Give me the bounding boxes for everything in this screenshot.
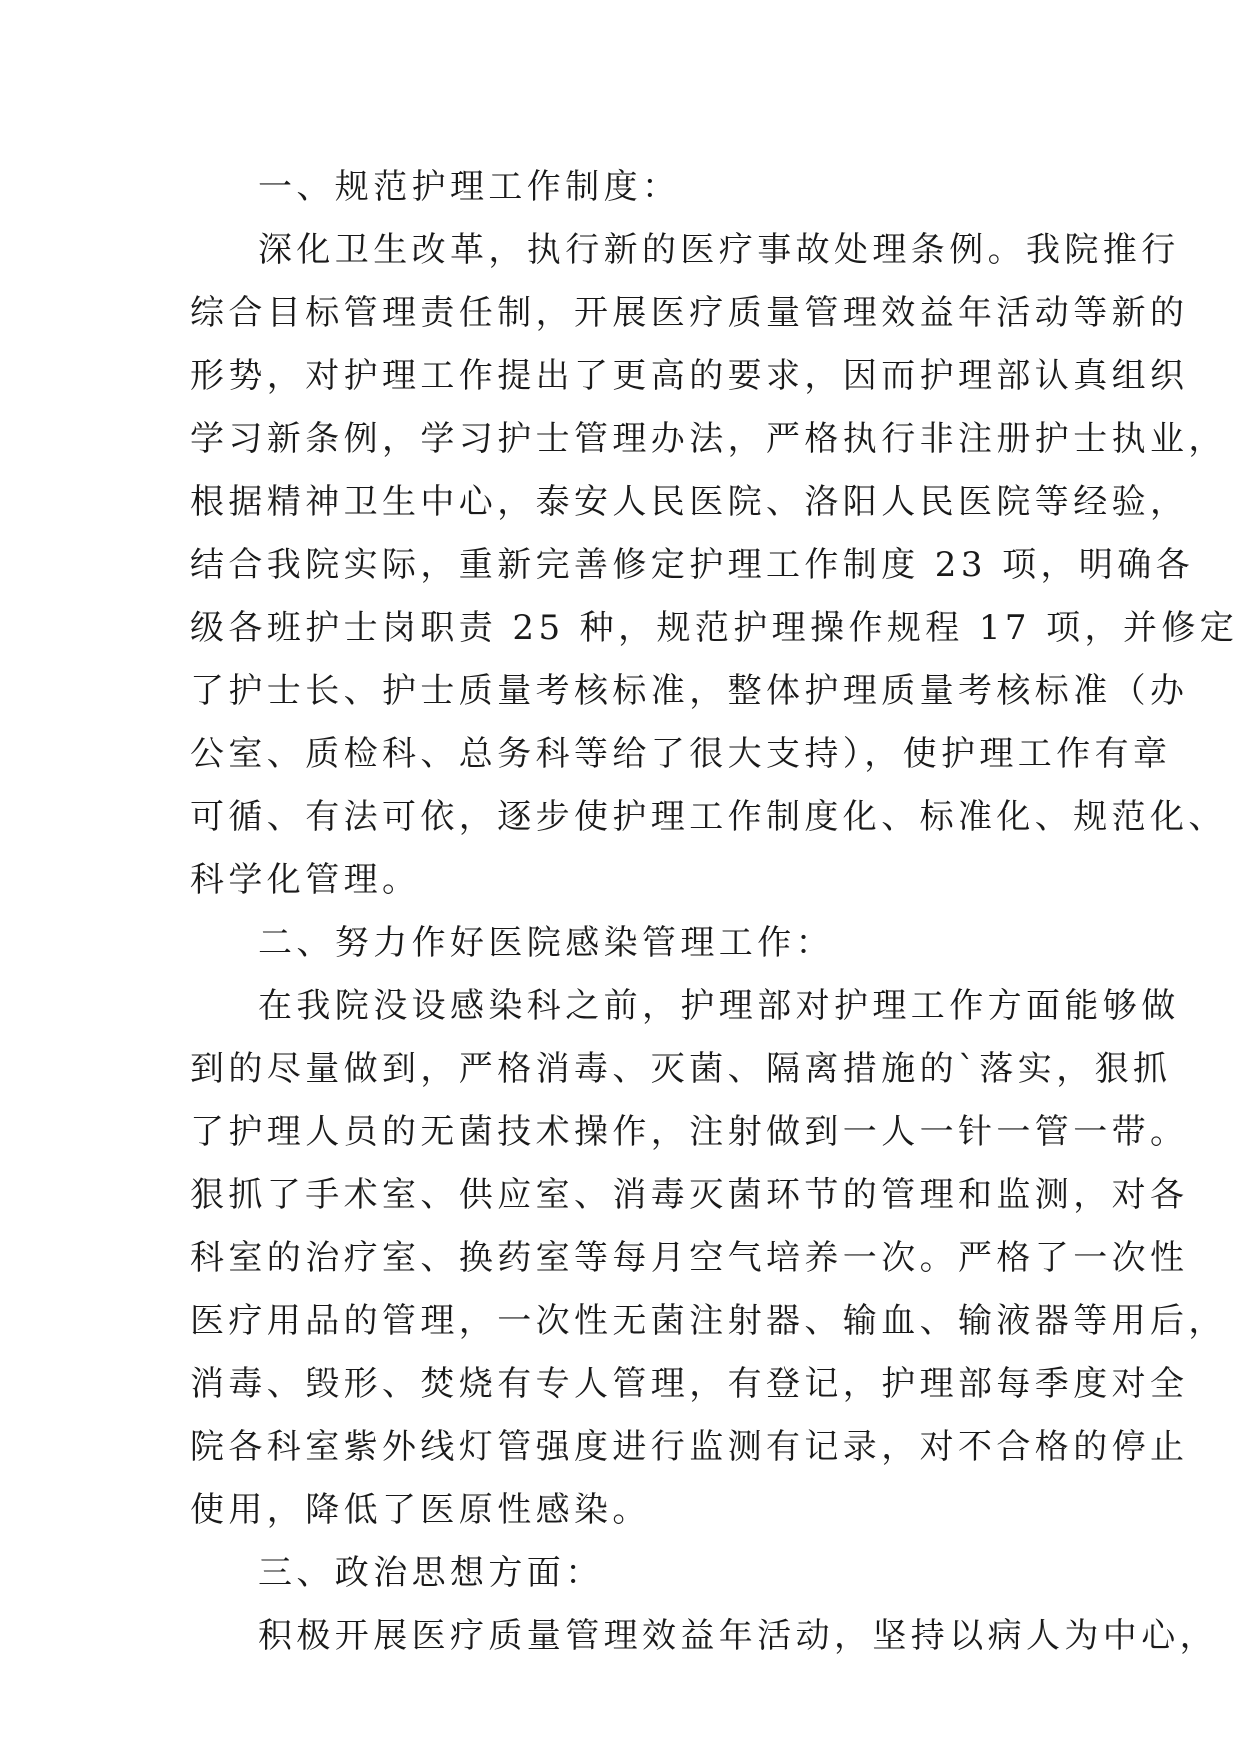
paragraph-line: 可循、有法可依，逐步使护理工作制度化、标准化、规范化、 — [190, 797, 1227, 837]
paragraph-line: 了护理人员的无菌技术操作，注射做到一人一针一管一带。 — [190, 1112, 1189, 1152]
paragraph-line: 结合我院实际，重新完善修定护理工作制度 23 项，明确各 — [190, 545, 1195, 585]
section-heading-3: 三、政治思想方面： — [258, 1553, 604, 1593]
paragraph-line: 医疗用品的管理，一次性无菌注射器、输血、输液器等用后， — [190, 1301, 1227, 1341]
paragraph-line: 形势，对护理工作提出了更高的要求，因而护理部认真组织 — [190, 356, 1189, 396]
paragraph-line: 学习新条例，学习护士管理办法，严格执行非注册护士执业， — [190, 419, 1227, 459]
paragraph-line: 了护士长、护士质量考核标准，整体护理质量考核标准（办 — [190, 671, 1189, 711]
section-heading-1: 一、规范护理工作制度： — [258, 167, 681, 207]
paragraph-line: 院各科室紫外线灯管强度进行监测有记录，对不合格的停止 — [190, 1427, 1189, 1467]
paragraph-line: 综合目标管理责任制，开展医疗质量管理效益年活动等新的 — [190, 293, 1189, 333]
paragraph-line: 公室、质检科、总务科等给了很大支持），使护理工作有章 — [190, 734, 1172, 774]
paragraph-line: 到的尽量做到，严格消毒、灭菌、隔离措施的`落实，狠抓 — [190, 1049, 1172, 1089]
paragraph-line: 狠抓了手术室、供应室、消毒灭菌环节的管理和监测，对各 — [190, 1175, 1189, 1215]
paragraph-line: 科室的治疗室、换药室等每月空气培养一次。严格了一次性 — [190, 1238, 1189, 1278]
paragraph-line: 积极开展医疗质量管理效益年活动，坚持以病人为中心， — [258, 1616, 1218, 1656]
paragraph-line: 科学化管理。 — [190, 860, 421, 900]
document-body — [190, 156, 1239, 1668]
paragraph-line: 消毒、毁形、焚烧有专人管理，有登记，护理部每季度对全 — [190, 1364, 1189, 1404]
paragraph-line: 使用，降低了医原性感染。 — [190, 1490, 651, 1530]
paragraph-line: 级各班护士岗职责 25 种，规范护理操作规程 17 项，并修定 — [190, 608, 1239, 648]
section-heading-2: 二、努力作好医院感染管理工作： — [258, 923, 834, 963]
paragraph-line: 深化卫生改革，执行新的医疗事故处理条例。我院推行 — [258, 230, 1180, 270]
paragraph-line: 根据精神卫生中心，泰安人民医院、洛阳人民医院等经验， — [190, 482, 1189, 522]
paragraph-line: 在我院没设感染科之前，护理部对护理工作方面能够做 — [258, 986, 1180, 1026]
